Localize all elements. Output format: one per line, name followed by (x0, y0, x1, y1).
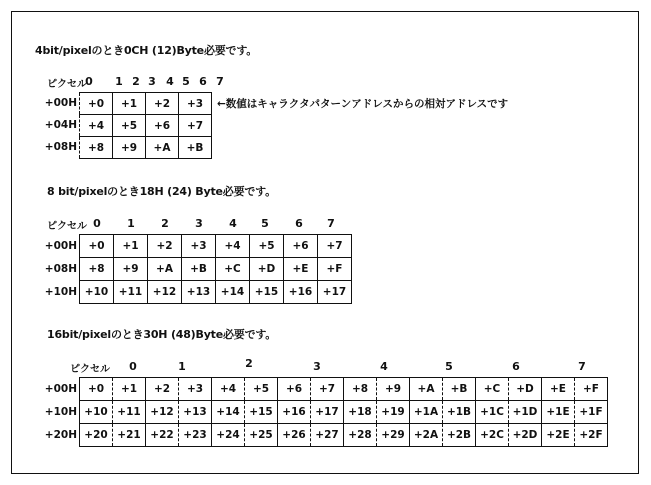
section-8bit-pixel-label: ピクセル (47, 221, 87, 232)
table-cell: +3 (182, 235, 216, 258)
table-row (80, 115, 212, 137)
table-cell: +A (410, 378, 443, 401)
section-16bit-col-1: 1 (178, 360, 186, 373)
table-cell: +28 (344, 424, 377, 447)
section-8bit-col-0: 0 (93, 217, 101, 230)
table-cell: +2 (148, 235, 182, 258)
table-cell: +0 (80, 378, 113, 401)
section-8bit-col-1: 1 (127, 217, 135, 230)
table-cell: +B (179, 137, 212, 159)
table-cell: +15 (245, 401, 278, 424)
table-cell: +17 (318, 281, 352, 304)
section-16bit-heading: 16bit/pixelのとき30H (48)Byte必要です。 (47, 328, 277, 341)
table-cell: +8 (80, 258, 114, 281)
table-cell: +4 (216, 235, 250, 258)
section-4bit-row-label-2: +08H (44, 141, 77, 153)
table-cell: +27 (311, 424, 344, 447)
table-cell: +E (542, 378, 575, 401)
section-16bit-row-label-1: +10H (44, 406, 77, 418)
table-cell: +F (575, 378, 608, 401)
table-cell: +F (318, 258, 352, 281)
table-cell: +9 (114, 258, 148, 281)
section-16bit-row-label-2: +20H (44, 429, 77, 441)
section-8bit-row-label-1: +08H (44, 263, 77, 275)
table-cell: +20 (80, 424, 113, 447)
section-4bit-col-2: 2 (132, 75, 140, 88)
table-cell: +25 (245, 424, 278, 447)
section-16bit-col-6: 6 (512, 360, 520, 373)
table-cell: +6 (284, 235, 318, 258)
relative-address-note: ←数値はキャラクタパターンアドレスからの相対アドレスです (217, 98, 509, 110)
table-cell: +1 (113, 378, 146, 401)
table-cell: +1 (114, 235, 148, 258)
table-cell: +7 (318, 235, 352, 258)
table-cell: +1B (443, 401, 476, 424)
table-cell: +2A (410, 424, 443, 447)
table-cell: +18 (344, 401, 377, 424)
table-row (80, 401, 608, 424)
table-cell: +6 (146, 115, 179, 137)
section-16bit-col-2: 2 (245, 357, 253, 370)
table-cell: +5 (245, 378, 278, 401)
table-cell: +1 (113, 93, 146, 115)
table-cell: +23 (179, 424, 212, 447)
table-cell: +1A (410, 401, 443, 424)
table-cell: +D (509, 378, 542, 401)
table-cell: +5 (250, 235, 284, 258)
table-cell: +A (148, 258, 182, 281)
section-4bit-col-5: 5 (182, 75, 190, 88)
table-cell: +11 (113, 401, 146, 424)
table-cell: +E (284, 258, 318, 281)
section-8bit-col-5: 5 (261, 217, 269, 230)
section-16bit-table (79, 377, 608, 447)
table-cell: +D (250, 258, 284, 281)
table-cell: +0 (80, 93, 113, 115)
table-cell: +2C (476, 424, 509, 447)
table-cell: +1E (542, 401, 575, 424)
section-8bit-col-3: 3 (195, 217, 203, 230)
table-cell: +B (443, 378, 476, 401)
table-cell: +21 (113, 424, 146, 447)
section-4bit-row-label-1: +04H (44, 119, 77, 131)
section-16bit-col-5: 5 (445, 360, 453, 373)
table-cell: +17 (311, 401, 344, 424)
table-cell: +12 (146, 401, 179, 424)
section-4bit-col-7: 7 (216, 75, 224, 88)
table-cell: +1D (509, 401, 542, 424)
section-8bit-table (79, 234, 352, 304)
table-cell: +9 (113, 137, 146, 159)
table-cell: +9 (377, 378, 410, 401)
table-cell: +14 (216, 281, 250, 304)
table-cell: +10 (80, 401, 113, 424)
section-16bit-col-7: 7 (578, 360, 586, 373)
table-cell: +3 (179, 378, 212, 401)
table-cell: +22 (146, 424, 179, 447)
table-cell: +1F (575, 401, 608, 424)
table-cell: +8 (344, 378, 377, 401)
table-row (80, 281, 352, 304)
table-cell: +7 (179, 115, 212, 137)
table-cell: +8 (80, 137, 113, 159)
table-cell: +26 (278, 424, 311, 447)
table-cell: +10 (80, 281, 114, 304)
section-16bit-col-0: 0 (129, 360, 137, 373)
table-cell: +12 (148, 281, 182, 304)
table-cell: +C (476, 378, 509, 401)
table-cell: +13 (182, 281, 216, 304)
table-cell: +0 (80, 235, 114, 258)
table-cell: +2 (146, 378, 179, 401)
section-4bit-pixel-label: ピクセル (47, 79, 87, 90)
section-16bit-col-3: 3 (313, 360, 321, 373)
table-row (80, 235, 352, 258)
section-8bit-heading: 8 bit/pixelのとき18H (24) Byte必要です。 (47, 185, 276, 198)
section-4bit-heading: 4bit/pixelのとき0CH (12)Byte必要です。 (35, 44, 258, 57)
table-cell: +14 (212, 401, 245, 424)
table-cell: +11 (114, 281, 148, 304)
table-cell: +13 (179, 401, 212, 424)
section-8bit-col-2: 2 (161, 217, 169, 230)
section-16bit-pixel-label: ピクセル (70, 364, 110, 375)
table-cell: +7 (311, 378, 344, 401)
table-cell: +1C (476, 401, 509, 424)
section-4bit-row-label-0: +00H (44, 97, 77, 109)
table-cell: +2F (575, 424, 608, 447)
table-row (80, 424, 608, 447)
table-cell: +A (146, 137, 179, 159)
section-8bit-col-7: 7 (327, 217, 335, 230)
table-cell: +4 (212, 378, 245, 401)
section-8bit-row-label-2: +10H (44, 286, 77, 298)
table-cell: +2E (542, 424, 575, 447)
table-cell: +24 (212, 424, 245, 447)
table-cell: +2B (443, 424, 476, 447)
section-4bit-col-3: 3 (148, 75, 156, 88)
table-row (80, 378, 608, 401)
section-4bit-col-6: 6 (199, 75, 207, 88)
section-8bit-col-6: 6 (295, 217, 303, 230)
section-16bit-row-label-0: +00H (44, 383, 77, 395)
table-cell: +15 (250, 281, 284, 304)
table-cell: +29 (377, 424, 410, 447)
section-4bit-col-0: 0 (85, 75, 93, 88)
table-cell: +B (182, 258, 216, 281)
section-8bit-row-label-0: +00H (44, 240, 77, 252)
section-4bit-table (79, 92, 212, 159)
section-16bit-col-4: 4 (380, 360, 388, 373)
table-cell: +2D (509, 424, 542, 447)
table-cell: +2 (146, 93, 179, 115)
section-8bit-col-4: 4 (229, 217, 237, 230)
table-cell: +16 (278, 401, 311, 424)
table-row (80, 137, 212, 159)
table-cell: +C (216, 258, 250, 281)
table-cell: +6 (278, 378, 311, 401)
section-4bit-col-1: 1 (115, 75, 123, 88)
table-row (80, 258, 352, 281)
section-4bit-col-4: 4 (166, 75, 174, 88)
table-cell: +3 (179, 93, 212, 115)
table-cell: +16 (284, 281, 318, 304)
table-cell: +19 (377, 401, 410, 424)
table-row (80, 93, 212, 115)
table-cell: +4 (80, 115, 113, 137)
table-cell: +5 (113, 115, 146, 137)
